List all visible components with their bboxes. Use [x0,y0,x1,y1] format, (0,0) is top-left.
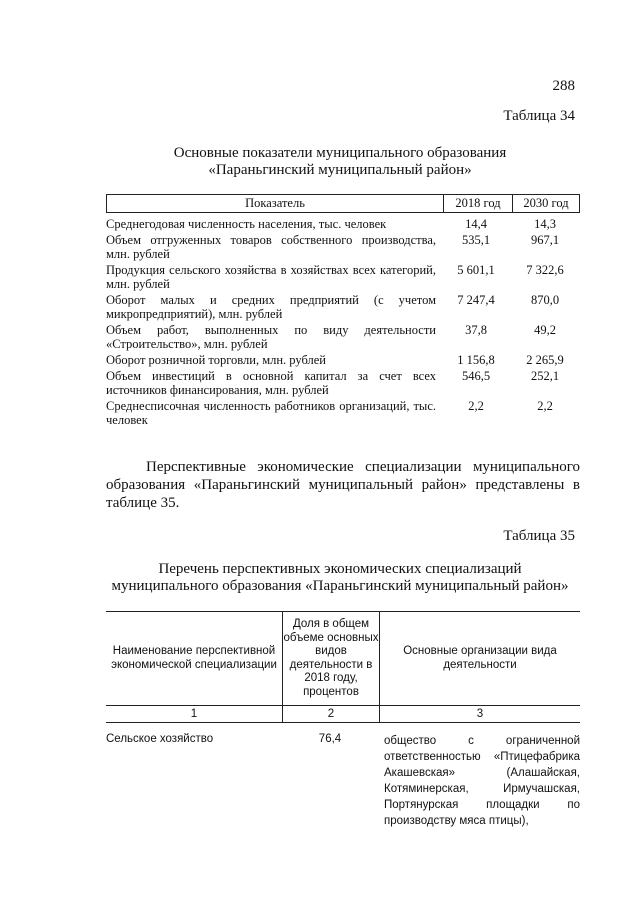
value-2018-cell: 7 247,4 [457,293,495,307]
body-paragraph: Перспективные экономические специализации муниципального образования «Параньгинский муниципальный район» представлены в таблице 35. [106,459,580,511]
page-number: 288 [552,78,575,94]
header-share: Доля в общем объеме основных видов деятельности в 2018 году, процентов [283,612,380,705]
header-organizations: Основные организации вида деятельности [403,645,557,671]
indicator-cell: Объем инвестиций в основной капитал за счет всех источников финансирования, млн. рублей [106,369,436,397]
indicator-cell: Объем отгруженных товаров собственного производства, млн. рублей [106,233,436,261]
value-2018-cell: 535,1 [461,233,491,247]
header-year-2018: 2018 год [444,195,513,212]
value-2018-cell: 5 601,1 [457,263,495,277]
indicator-cell: Среднегодовая численность населения, тыс. человек [106,217,387,231]
organizations-cell: общество с ограниченной ответственностью «Птицефабрика Акашевская» (Алашайская, Котяминерская, Ирмучашская, Портянурская площадки по производству мяса птицы), [384,735,580,827]
table35-title-line2: муниципального образования «Параньгинский муниципальный район» [111,578,569,594]
table34 [106,194,580,429]
table34-title-line1: Основные показатели муниципального образования [173,145,507,161]
value-2018-cell: 2,2 [468,399,484,413]
table-row [106,263,580,291]
table34-body [106,217,580,427]
table34-label: Таблица 34 [503,108,575,124]
table35-header [106,611,580,706]
value-2018-cell: 546,5 [461,369,491,383]
table35-label: Таблица 35 [503,528,575,544]
table34-header [106,194,580,213]
value-2018-cell: 37,8 [465,323,487,337]
value-2030-cell: 252,1 [530,369,560,383]
value-2030-cell: 7 322,6 [526,263,564,277]
indicator-cell: Продукция сельского хозяйства в хозяйствах всех категорий, млн. рублей [106,263,436,291]
share-cell: 76,4 [318,733,342,745]
table-row [106,323,580,351]
value-2030-cell: 2,2 [537,399,553,413]
column-number-1: 1 [106,706,283,722]
header-specialization: Наименование перспективной экономической специализации [106,612,283,705]
table-row [106,353,580,367]
table-row [106,733,580,829]
header-year-2030: 2030 год [523,196,569,210]
table35 [106,611,580,829]
table-row [106,233,580,261]
value-2030-cell: 49,2 [534,323,556,337]
table35-column-numbers [106,706,580,723]
table-row [106,217,580,231]
column-number-2: 2 [283,706,380,722]
value-2018-cell: 14,4 [465,217,487,231]
column-number-3: 3 [476,708,484,720]
value-2030-cell: 870,0 [530,293,560,307]
table35-title [100,561,580,595]
specialization-cell: Сельское хозяйство [106,733,214,745]
table34-title-line2: «Параньгинский муниципальный район» [208,162,472,178]
value-2030-cell: 14,3 [534,217,556,231]
header-indicator: Показатель [107,195,444,212]
indicator-cell: Объем работ, выполненных по виду деятельности «Строительство», млн. рублей [106,323,436,351]
indicator-cell: Оборот розничной торговли, млн. рублей [106,353,326,367]
table-row [106,399,580,427]
indicator-cell: Оборот малых и средних предприятий (с учетом микропредприятий), млн. рублей [106,293,436,321]
value-2018-cell: 1 156,8 [457,353,495,367]
table34-title [100,145,580,179]
table35-title-line1: Перечень перспективных экономических специализаций [158,561,522,577]
table-row [106,293,580,321]
value-2030-cell: 967,1 [530,233,560,247]
table-row [106,369,580,397]
indicator-cell: Среднесписочная численность работников организаций, тыс. человек [106,399,436,427]
value-2030-cell: 2 265,9 [526,353,564,367]
